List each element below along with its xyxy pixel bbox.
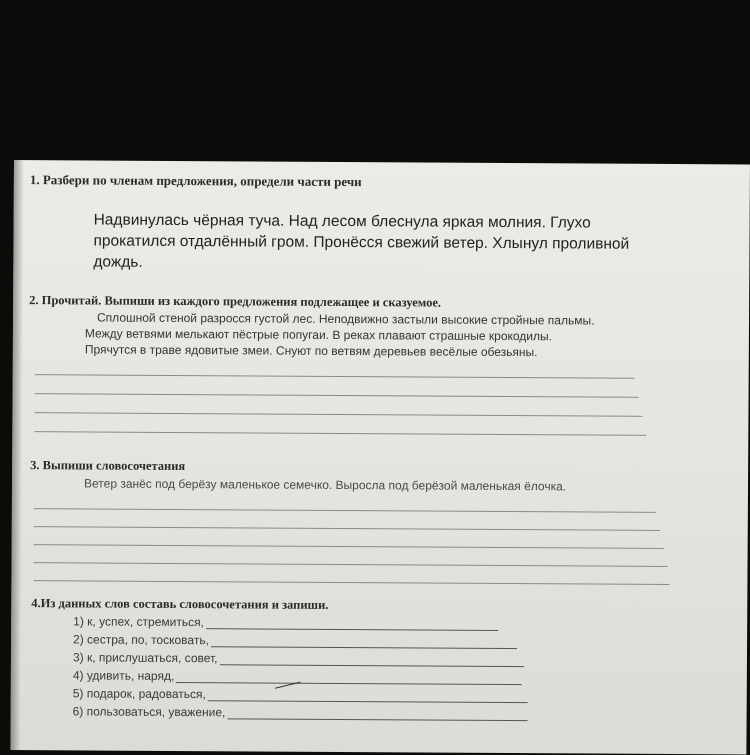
answer-line xyxy=(208,700,528,703)
task4-item-text: 2) сестра, по, тосковать, xyxy=(73,632,209,648)
answer-line xyxy=(34,508,656,513)
task4-item xyxy=(73,614,498,631)
task4-item-text: 1) к, успех, стремиться, xyxy=(73,614,204,630)
task4-item-text: 3) к, прислушаться, совет, xyxy=(72,650,218,666)
answer-line xyxy=(35,374,635,379)
task4-item-text: 5) подарок, радоваться, xyxy=(72,686,206,702)
task1-line-3: дождь. xyxy=(93,253,143,271)
answer-line xyxy=(219,664,523,667)
task1-heading: 1. Разбери по членам предложения, определи части речи xyxy=(29,172,362,190)
task4-item xyxy=(73,704,528,721)
answer-line xyxy=(176,682,522,685)
answer-line xyxy=(34,544,664,549)
answer-line xyxy=(227,718,527,721)
task3-heading: 3. Выпиши словосочетания xyxy=(30,458,186,474)
task3-line-1: Ветер занёс под берёзу маленькое семечко. Выросла под берёзой маленькая ёлочка. xyxy=(83,476,567,494)
answer-line xyxy=(33,580,669,585)
answer-line xyxy=(34,431,646,436)
task4-item xyxy=(73,686,528,703)
task4-item xyxy=(73,650,524,667)
task4-item-text: 4) удивить, наряд, xyxy=(72,668,175,683)
answer-line xyxy=(206,628,498,631)
task2-heading: 2. Прочитай. Выпиши из каждого предложения подлежащее и сказуемое. xyxy=(29,293,442,310)
worksheet-page xyxy=(10,160,750,754)
task4-heading: 4.Из данных слов составь словосочетания и запиши. xyxy=(31,596,329,612)
task2-line-3: Прячутся в траве ядовитые змеи. Снуют по ветвям деревьев весёлые обезьяны. xyxy=(84,342,538,360)
answer-line xyxy=(35,393,639,398)
page-edge-shadow xyxy=(10,160,24,750)
answer-line xyxy=(211,646,517,649)
task4-item xyxy=(73,632,517,649)
answer-line xyxy=(34,526,660,531)
answer-line xyxy=(34,562,668,567)
task4-item-text: 6) пользоваться, уважение, xyxy=(72,704,226,720)
task2-line-2: Между ветвями мелькают пёстрые попугаи. В реках плавают страшные крокодилы. xyxy=(84,326,553,344)
task1-line-1: Надвинулась чёрная туча. Над лесом блеснула яркая молния. Глухо xyxy=(93,211,591,232)
answer-line xyxy=(34,412,642,417)
task1-line-2: прокатился отдалённый гром. Пронёсся свежий ветер. Хлынул проливной xyxy=(93,232,630,253)
task2-line-1: Сплошной стеной разросся густой лес. Неподвижно застыли высокие стройные пальмы. xyxy=(96,310,595,328)
